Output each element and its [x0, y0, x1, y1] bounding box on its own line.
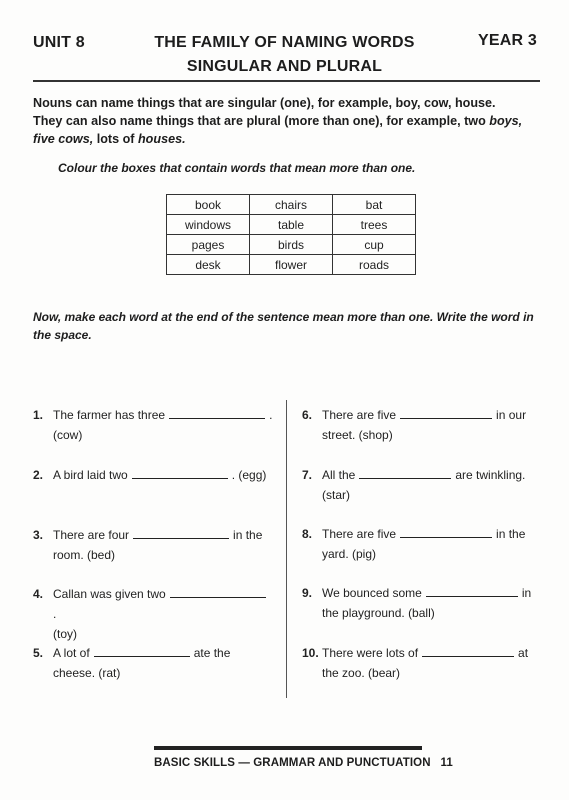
header-rule — [33, 80, 540, 82]
table-row — [167, 215, 416, 235]
table-row — [167, 255, 416, 275]
answer-blank[interactable] — [400, 407, 492, 419]
question-hint: (toy) — [53, 627, 77, 641]
question-text: There are five — [322, 527, 397, 541]
question-item — [302, 643, 542, 683]
colour-instruction: Colour the boxes that contain words that mean more than one. — [58, 161, 416, 175]
question-text-end: in — [521, 586, 532, 600]
answer-blank[interactable] — [422, 645, 514, 657]
intro-example-houses: houses. — [137, 132, 186, 146]
word-cell[interactable]: birds — [250, 235, 333, 255]
answer-blank[interactable] — [359, 467, 451, 479]
question-item — [33, 465, 273, 485]
intro-line-1: Nouns can name things that are singular (one), for example, boy, cow, house. — [33, 96, 496, 110]
question-hint: (cow) — [53, 428, 83, 442]
intro-example-boys: boys, — [489, 114, 523, 128]
table-row — [167, 195, 416, 215]
question-hint: street. (shop) — [322, 428, 393, 442]
question-text-end: are twinkling. — [455, 468, 526, 482]
answer-blank[interactable] — [426, 585, 518, 597]
question-text-end: in the — [496, 527, 526, 541]
question-item — [302, 465, 542, 505]
intro-line-2-text: They can also name things that are plural (more than one), for example, two — [33, 114, 490, 128]
column-divider — [286, 400, 287, 698]
answer-blank[interactable] — [400, 526, 492, 538]
question-text: All the — [322, 468, 356, 482]
word-cell[interactable]: bat — [333, 195, 416, 215]
word-cell[interactable]: windows — [167, 215, 250, 235]
question-item — [302, 524, 542, 564]
question-item — [302, 405, 542, 445]
question-hint: room. (bed) — [53, 548, 116, 562]
footer-rule — [154, 746, 422, 750]
table-row — [167, 235, 416, 255]
intro-example-cows: five cows, — [33, 132, 94, 146]
unit-label: UNIT 8 — [33, 34, 85, 51]
word-cell[interactable]: pages — [167, 235, 250, 255]
question-hint: the zoo. (bear) — [322, 666, 401, 680]
page-title: THE FAMILY OF NAMING WORDS — [154, 34, 415, 51]
question-item — [33, 525, 273, 565]
question-text: A lot of — [53, 646, 90, 660]
word-table — [166, 194, 416, 275]
intro-line-3 — [33, 130, 533, 148]
question-hint: (star) — [322, 488, 350, 502]
question-number: 9. — [302, 586, 313, 600]
question-hint: yard. (pig) — [322, 547, 377, 561]
question-item — [33, 405, 273, 445]
question-text-end: in our — [496, 408, 527, 422]
word-cell[interactable]: table — [250, 215, 333, 235]
question-text: There are four — [53, 528, 130, 542]
question-text: There are five — [322, 408, 397, 422]
question-number: 5. — [33, 646, 44, 660]
question-number: 4. — [33, 587, 44, 601]
answer-blank[interactable] — [94, 645, 190, 657]
question-number: 10. — [302, 646, 319, 660]
word-cell[interactable]: desk — [167, 255, 250, 275]
answer-blank[interactable] — [170, 586, 266, 598]
word-cell[interactable]: book — [167, 195, 250, 215]
word-cell[interactable]: trees — [333, 215, 416, 235]
question-number: 6. — [302, 408, 313, 422]
question-hint: cheese. (rat) — [53, 666, 121, 680]
question-number: 8. — [302, 527, 313, 541]
question-number: 7. — [302, 468, 313, 482]
word-cell[interactable]: flower — [250, 255, 333, 275]
question-text: Callan was given two — [53, 587, 166, 601]
page-subtitle: SINGULAR AND PLURAL — [186, 58, 383, 75]
question-text-end: . — [269, 408, 273, 422]
word-cell[interactable]: roads — [333, 255, 416, 275]
question-text-end: . (egg) — [231, 468, 267, 482]
answer-blank[interactable] — [132, 467, 228, 479]
question-item — [302, 583, 542, 623]
footer-text: BASIC SKILLS — GRAMMAR AND PUNCTUATION 11 — [154, 757, 453, 769]
question-item — [33, 584, 273, 644]
question-number: 2. — [33, 468, 44, 482]
question-text-end: in the — [233, 528, 263, 542]
question-text: The farmer has three — [53, 408, 166, 422]
question-text-end: at — [518, 646, 529, 660]
word-cell[interactable]: cup — [333, 235, 416, 255]
question-text-end: ate the — [193, 646, 231, 660]
year-label: YEAR 3 — [478, 32, 537, 49]
intro-paragraph — [33, 94, 533, 148]
question-text: We bounced some — [322, 586, 422, 600]
intro-line-3-text: lots of — [93, 132, 138, 146]
answer-blank[interactable] — [169, 407, 265, 419]
question-number: 1. — [33, 408, 44, 422]
word-cell[interactable]: chairs — [250, 195, 333, 215]
question-text-end: . — [53, 607, 57, 621]
question-item — [33, 643, 273, 683]
question-number: 3. — [33, 528, 44, 542]
answer-blank[interactable] — [133, 527, 229, 539]
question-text: There were lots of — [322, 646, 419, 660]
intro-line-2 — [33, 112, 533, 130]
question-text: A bird laid two — [53, 468, 128, 482]
plural-instruction: Now, make each word at the end of the sentence mean more than one. Write the word in the space. — [33, 310, 534, 342]
question-hint: the playground. (ball) — [322, 606, 435, 620]
